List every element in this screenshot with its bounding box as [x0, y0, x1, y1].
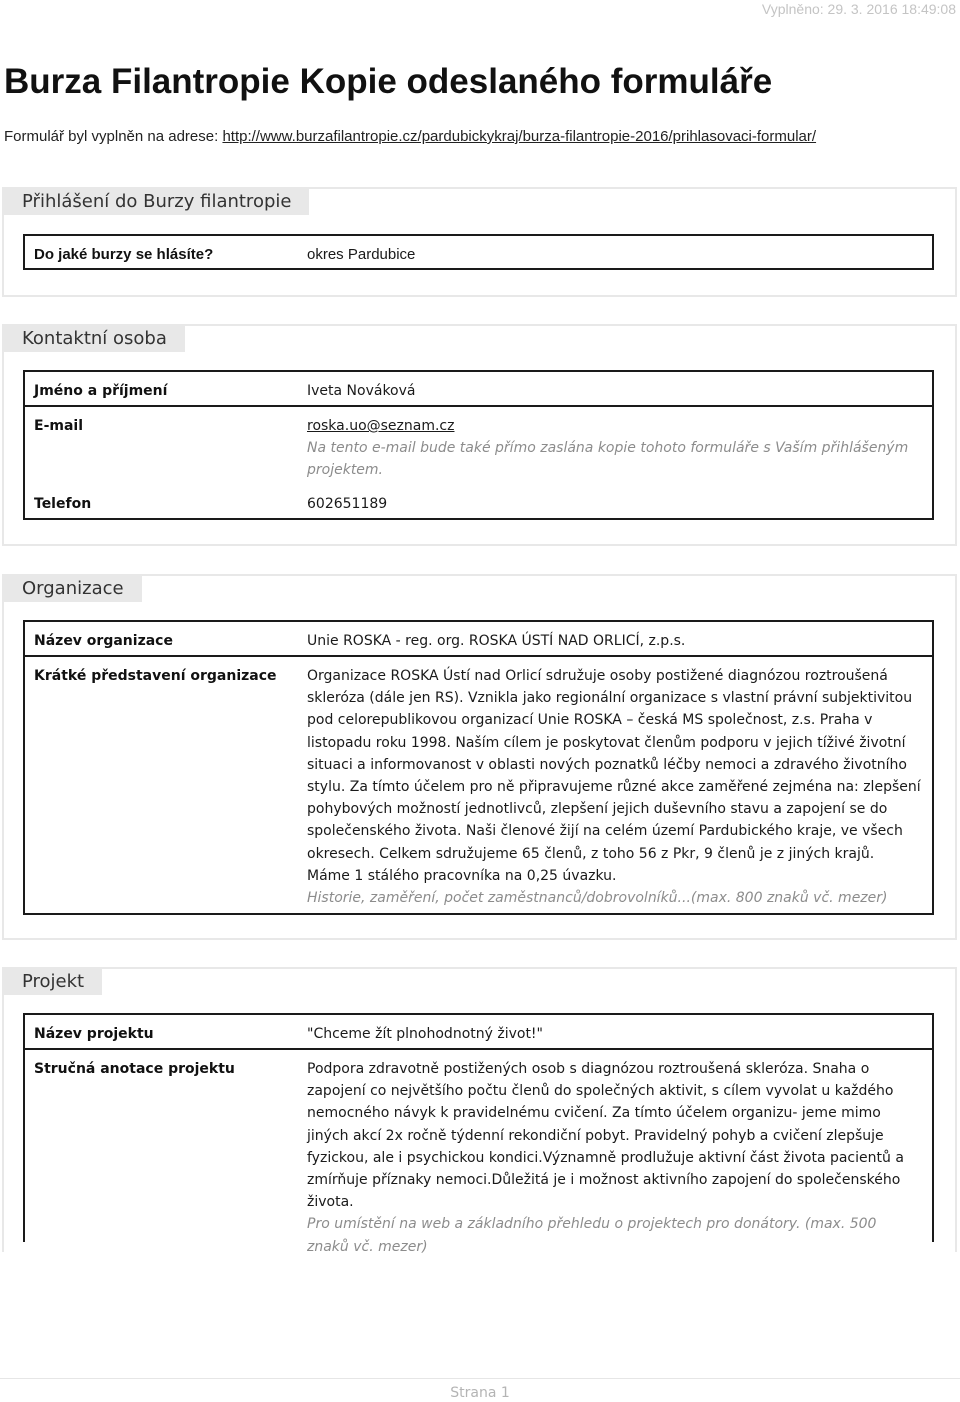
project-name-label: Název projektu	[34, 1026, 154, 1042]
contact-phone-value: 602651189	[307, 496, 388, 512]
burza-question-value: okres Pardubice	[307, 246, 416, 263]
filled-at-timestamp: Vyplněno: 29. 3. 2016 18:49:08	[761, 1, 956, 17]
organization-name-row	[25, 622, 932, 655]
contact-email-hint: Na tento e-mail bude také přímo zaslána kopie tohoto formuláře s Vaším přihlášeným projektem.	[307, 440, 909, 479]
project-name-row	[25, 1015, 932, 1048]
section-organization-title: Organizace	[4, 576, 142, 602]
project-summary-hint: Pro umístění na web a základního přehledu o projektech pro donátory. (max. 500 znaků vč. mezer)	[307, 1216, 877, 1255]
page-title: Burza Filantropie Kopie odeslaného formuláře	[4, 62, 773, 101]
organization-table	[23, 620, 934, 915]
contact-phone-row	[25, 485, 932, 518]
footer-divider	[0, 1378, 960, 1379]
project-table	[23, 1013, 934, 1255]
section-contact	[2, 324, 957, 546]
organization-intro-value-2: Máme 1 stálého pracovníka na 0,25 úvazku.	[307, 867, 617, 884]
organization-intro-row	[25, 655, 932, 913]
contact-email-label: E-mail	[34, 418, 84, 434]
contact-name-label: Jméno a příjmení	[34, 383, 168, 399]
organization-intro-value: Organizace ROSKA Ústí nad Orlicí sdružuje osoby postižené diagnózou roztroušená skleróza (dále jen RS). Vznikla jako regionální organizace s vlastní právní subjektivitou pod celorepublikovou organizací Unie ROSKA – česká MS společnost, z.s. Praha v listopadu roku 1998. Naším cílem je poskytovat členům podporu v jejich tíživé životní situaci a informovanost v oblasti nových poznatků léčby nemoci a zdravého životního stylu. Za tímto účelem pro ně připravujeme různé akce zaměřené zejména na: zlepšení pohybových možností jednotlivců, zlepšení jejich duševního stavu a zapojení se do společenského života. Naši členové žijí na celém území Pardubického kraje, ve všech okresech. Celkem sdružujeme 65 členů, z toho 56 z Pkr, 9 členů je z jiných krajů.	[307, 668, 921, 862]
section-project	[2, 967, 957, 1255]
source-prefix: Formulář byl vyplněn na adrese:	[4, 128, 219, 145]
source-line	[4, 128, 816, 145]
contact-email-link[interactable]: roska.uo@seznam.cz	[307, 418, 455, 434]
project-summary-label: Stručná anotace projektu	[34, 1061, 235, 1077]
project-summary-value: Podpora zdravotně postižených osob s diagnózou roztroušená skleróza. Snaha o zapojení co největšího počtu členů do společných aktivit, s cílem vyvolat u každého nemocného návyk k pravidelnému cvičení. Za tímto účelem organizu- jeme mimo jiných akcí 2x ročně týdenní rekondiční pobyt. Pravidelný pohyb a cvičení zlepšuje fyzickou, ale i psychickou kondici.Významně prodlužuje aktivní část života pacientů a zmírňuje příznaky nemoci.Důležitá je i možnost aktivního zapojení do společenského života.	[307, 1061, 904, 1211]
contact-name-value: Iveta Nováková	[307, 383, 416, 399]
contact-table	[23, 370, 934, 520]
section-project-title: Projekt	[4, 969, 102, 995]
contact-email-row	[25, 405, 932, 485]
registration-row	[25, 236, 932, 268]
project-summary-row	[25, 1048, 932, 1255]
organization-intro-label: Krátké představení organizace	[34, 668, 277, 684]
burza-question-label: Do jaké burzy se hlásíte?	[34, 246, 214, 263]
organization-name-label: Název organizace	[34, 633, 173, 649]
organization-name-value: Unie ROSKA - reg. org. ROSKA ÚSTÍ NAD ORLICÍ, z.p.s.	[307, 633, 686, 649]
organization-intro-hint: Historie, zaměření, počet zaměstnanců/dobrovolníků...(max. 800 znaků vč. mezer)	[307, 890, 888, 907]
project-name-value: "Chceme žít plnohodnotný život!"	[307, 1026, 543, 1042]
registration-table	[23, 234, 934, 270]
contact-name-row	[25, 372, 932, 405]
section-organization	[2, 574, 957, 940]
section-registration-title: Přihlášení do Burzy filantropie	[4, 189, 309, 215]
page-number: Strana 1	[450, 1385, 510, 1401]
section-contact-title: Kontaktní osoba	[4, 326, 185, 352]
section-registration	[2, 187, 957, 297]
source-url-link[interactable]: http://www.burzafilantropie.cz/pardubickykraj/burza-filantropie-2016/prihlasovaci-formular/	[222, 128, 817, 145]
contact-phone-label: Telefon	[34, 496, 92, 512]
